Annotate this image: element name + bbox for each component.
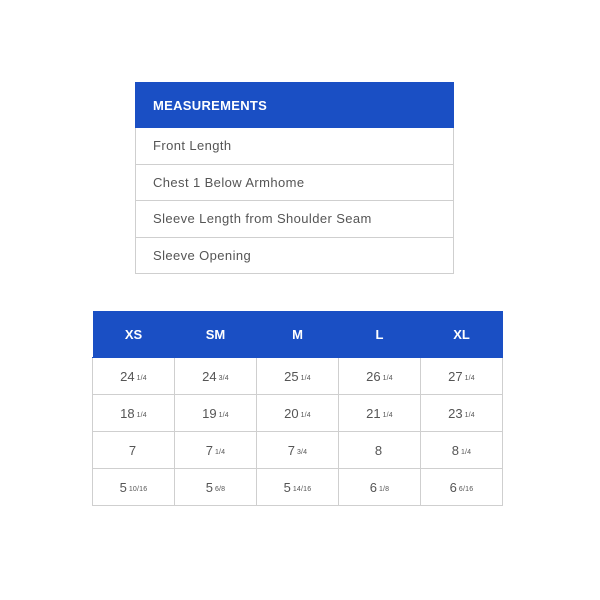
size-whole: 8 bbox=[374, 442, 383, 458]
measurements-header-row bbox=[136, 83, 454, 128]
size-whole: 7 bbox=[287, 442, 295, 458]
size-header-xs: XS bbox=[93, 312, 175, 358]
size-cell bbox=[421, 358, 503, 395]
size-fraction: 6/16 bbox=[458, 485, 474, 493]
size-whole: 7 bbox=[128, 442, 137, 458]
measurement-label-sleeve-opening: Sleeve Opening bbox=[136, 237, 454, 274]
measurement-row bbox=[136, 201, 454, 238]
size-cell bbox=[93, 432, 175, 469]
size-row bbox=[93, 432, 503, 469]
measurement-label-sleeve-length: Sleeve Length from Shoulder Seam bbox=[136, 201, 454, 238]
size-whole: 26 bbox=[366, 368, 381, 384]
size-fraction: 1/4 bbox=[464, 374, 475, 382]
size-whole: 5 bbox=[205, 479, 213, 495]
size-cell bbox=[421, 469, 503, 506]
size-whole: 5 bbox=[119, 479, 127, 495]
size-whole: 8 bbox=[451, 442, 459, 458]
measurement-row bbox=[136, 164, 454, 201]
size-whole: 25 bbox=[284, 368, 299, 384]
measurements-header: MEASUREMENTS bbox=[136, 83, 454, 128]
size-whole: 24 bbox=[202, 368, 217, 384]
size-whole: 23 bbox=[448, 405, 463, 421]
size-fraction: 1/4 bbox=[382, 374, 393, 382]
size-header-row bbox=[93, 312, 503, 358]
size-row bbox=[93, 395, 503, 432]
size-fraction: 10/16 bbox=[128, 485, 148, 493]
size-cell bbox=[175, 432, 257, 469]
size-fraction: 1/4 bbox=[460, 448, 472, 456]
size-cell bbox=[175, 395, 257, 432]
size-whole: 27 bbox=[448, 368, 463, 384]
size-cell bbox=[257, 395, 339, 432]
size-fraction: 1/4 bbox=[136, 411, 147, 419]
size-fraction: 1/8 bbox=[378, 485, 390, 493]
size-fraction: 1/4 bbox=[218, 411, 229, 419]
size-fraction: 1/4 bbox=[136, 374, 147, 382]
size-fraction: 1/4 bbox=[300, 411, 311, 419]
size-cell bbox=[339, 395, 421, 432]
size-cell bbox=[175, 358, 257, 395]
measurement-row bbox=[136, 237, 454, 274]
size-row bbox=[93, 469, 503, 506]
size-header-m: M bbox=[257, 312, 339, 358]
size-fraction: 3/4 bbox=[218, 374, 229, 382]
size-cell bbox=[93, 395, 175, 432]
size-cell bbox=[339, 358, 421, 395]
size-header-sm: SM bbox=[175, 312, 257, 358]
size-cell bbox=[421, 432, 503, 469]
size-fraction: 6/8 bbox=[214, 485, 226, 493]
size-fraction: 1/4 bbox=[300, 374, 311, 382]
size-whole: 19 bbox=[202, 405, 217, 421]
size-cell bbox=[93, 469, 175, 506]
measurement-row bbox=[136, 128, 454, 165]
size-fraction: 1/4 bbox=[464, 411, 475, 419]
size-fraction: 3/4 bbox=[296, 448, 308, 456]
size-header-xl: XL bbox=[421, 312, 503, 358]
size-cell bbox=[257, 432, 339, 469]
size-fraction: 14/16 bbox=[292, 485, 312, 493]
size-whole: 24 bbox=[120, 368, 135, 384]
size-cell bbox=[257, 469, 339, 506]
size-fraction: 1/4 bbox=[214, 448, 226, 456]
measurements-table bbox=[135, 82, 454, 274]
size-cell bbox=[175, 469, 257, 506]
size-cell bbox=[93, 358, 175, 395]
measurement-label-chest: Chest 1 Below Armhome bbox=[136, 164, 454, 201]
size-cell bbox=[339, 469, 421, 506]
size-fraction: 1/4 bbox=[382, 411, 393, 419]
size-whole: 6 bbox=[449, 479, 457, 495]
size-chart-table bbox=[92, 311, 503, 506]
size-whole: 6 bbox=[369, 479, 377, 495]
measurement-label-front-length: Front Length bbox=[136, 128, 454, 165]
size-whole: 7 bbox=[205, 442, 213, 458]
size-whole: 18 bbox=[120, 405, 135, 421]
size-whole: 21 bbox=[366, 405, 381, 421]
size-row bbox=[93, 358, 503, 395]
size-header-l: L bbox=[339, 312, 421, 358]
size-cell bbox=[421, 395, 503, 432]
size-whole: 5 bbox=[283, 479, 291, 495]
size-cell bbox=[257, 358, 339, 395]
size-whole: 20 bbox=[284, 405, 299, 421]
size-cell bbox=[339, 432, 421, 469]
